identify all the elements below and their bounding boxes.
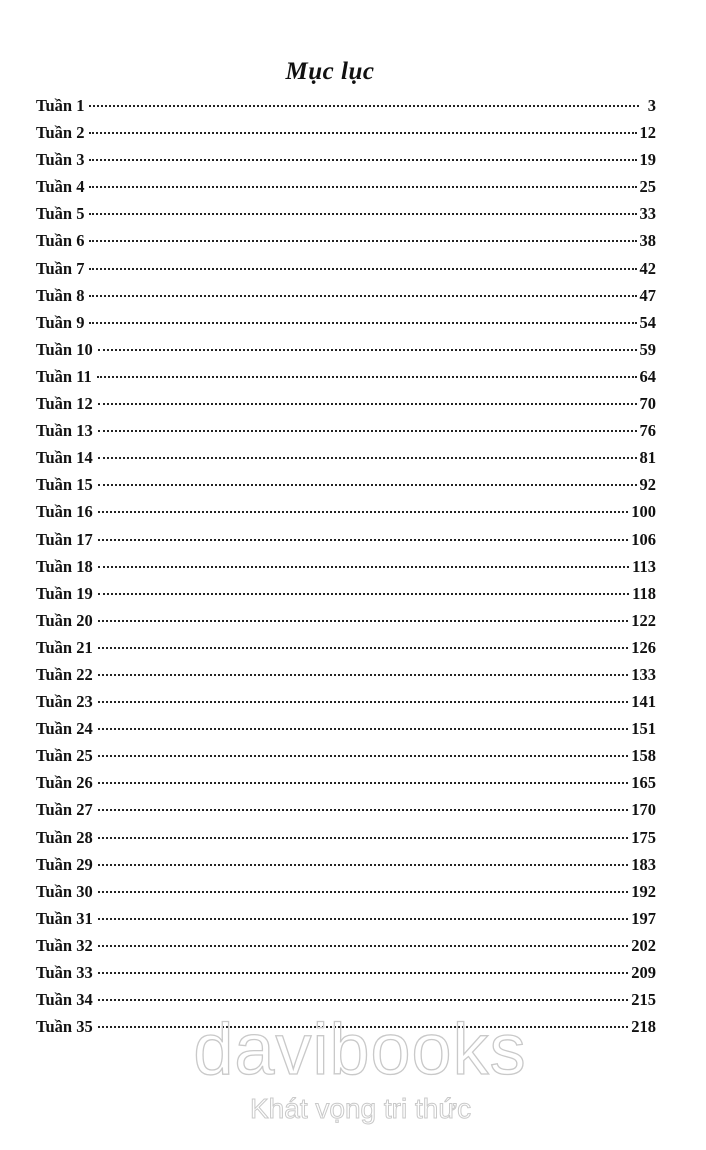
toc-entry-label: Tuần 15 [36,475,93,495]
toc-entry-label: Tuần 24 [36,719,93,739]
toc-dot-leader [89,185,636,188]
toc-dot-leader [98,971,629,974]
watermark [160,1010,560,1126]
toc-dot-leader [98,565,629,568]
toc-entry-label: Tuần 11 [36,366,92,386]
toc-dot-leader [98,727,629,730]
toc-entry [36,742,656,769]
toc-entry [36,444,656,471]
toc-dot-leader [98,998,629,1001]
toc-dot-leader [98,781,629,784]
toc-entry [36,634,656,661]
toc-entry-label: Tuần 34 [36,990,93,1010]
toc-entry-label: Tuần 9 [36,312,85,332]
toc-dot-leader [98,429,637,432]
toc-entry-page: 12 [639,123,656,143]
toc-entry-page: 25 [639,177,656,197]
toc-entry [36,119,656,146]
toc-entry-label: Tuần 22 [36,664,93,684]
toc-entry-label: Tuần 33 [36,963,93,982]
toc-dot-leader [98,673,629,676]
toc-entry [36,688,656,715]
toc-list [36,92,656,1040]
toc-dot-leader [89,158,636,161]
toc-entry-page: 118 [632,583,656,603]
toc-entry [36,661,656,688]
toc-dot-leader [98,700,629,703]
toc-entry-page: 76 [639,421,656,441]
watermark-brand: davibooks [193,1010,527,1090]
toc-dot-leader [98,808,629,811]
toc-entry [36,227,656,254]
toc-entry-page: 151 [631,719,656,739]
toc-dot-leader [98,917,629,920]
toc-entry-label: Tuần 3 [36,150,85,170]
toc-entry-label: Tuần 18 [36,556,93,576]
toc-entry-page: 202 [631,935,656,955]
toc-entry-page: 38 [639,231,656,251]
toc-entry-label: Tuần 10 [36,339,93,359]
toc-entry-label: Tuần 12 [36,394,93,414]
toc-entry [36,607,656,634]
toc-entry [36,200,656,227]
toc-entry-label: Tuần 21 [36,637,93,657]
toc-entry-label: Tuần 35 [36,1017,93,1037]
toc-entry [36,851,656,878]
toc-entry-page: 218 [631,1017,656,1037]
toc-entry-page: 81 [639,448,656,468]
toc-entry-page: 3 [647,96,656,115]
toc-dot-leader [89,239,636,242]
toc-entry [36,769,656,796]
toc-entry-label: Tuần 13 [36,421,93,441]
toc-entry-label: Tuần 23 [36,692,93,712]
toc-entry-page: 122 [631,610,656,630]
toc-entry-label: Tuần 19 [36,583,93,603]
toc-dot-leader [89,131,636,134]
toc-entry [36,905,656,932]
toc-entry [36,363,656,390]
toc-entry [36,390,656,417]
toc-entry-page: 165 [631,773,656,793]
toc-entry [36,824,656,851]
toc-dot-leader [98,483,637,486]
toc-dot-leader [98,836,629,839]
toc-entry-label: Tuần 30 [36,881,93,901]
toc-entry-label: Tuần 14 [36,448,93,468]
toc-entry [36,526,656,553]
toc-dot-leader [98,402,637,405]
toc-dot-leader [98,456,637,459]
toc-entry-label: Tuần 17 [36,529,93,549]
toc-entry [36,796,656,823]
toc-entry-page: 175 [631,827,656,847]
toc-entry-label: Tuần 28 [36,827,93,847]
toc-entry-label: Tuần 32 [36,935,93,955]
toc-dot-leader [98,754,629,757]
toc-entry-label: Tuần 2 [36,123,85,143]
toc-entry [36,580,656,607]
toc-entry-label: Tuần 8 [36,285,85,305]
toc-entry [36,553,656,580]
toc-dot-leader [89,212,636,215]
toc-entry-page: 70 [639,394,656,414]
toc-entry-page: 100 [631,502,656,522]
toc-entry-label: Tuần 7 [36,258,85,278]
toc-entry [36,498,656,525]
toc-entry-page: 192 [631,881,656,901]
toc-entry-page: 33 [639,204,656,224]
toc-entry [36,282,656,309]
toc-dot-leader [98,890,629,893]
toc-entry [36,959,656,986]
toc-entry-page: 113 [632,556,656,576]
watermark-tagline: Khát vọng tri thức [250,1093,472,1124]
toc-entry-page: 54 [639,312,656,332]
toc-entry-page: 64 [639,366,656,386]
toc-entry-page: 209 [631,963,656,982]
toc-entry-label: Tuần 26 [36,773,93,793]
toc-entry [36,878,656,905]
toc-dot-leader [89,267,636,270]
toc-entry [36,146,656,173]
toc-entry-page: 126 [631,637,656,657]
toc-entry-label: Tuần 1 [36,96,85,115]
toc-entry-page: 133 [631,664,656,684]
toc-dot-leader [98,646,629,649]
toc-entry [36,715,656,742]
toc-entry-page: 215 [631,990,656,1010]
toc-entry [36,173,656,200]
toc-entry-label: Tuần 25 [36,746,93,766]
toc-entry [36,336,656,363]
toc-entry-label: Tuần 5 [36,204,85,224]
toc-entry-label: Tuần 16 [36,502,93,522]
toc-entry-page: 47 [639,285,656,305]
toc-entry-page: 106 [631,529,656,549]
toc-entry-page: 197 [631,908,656,928]
toc-title: Mục lục [285,58,375,85]
toc-dot-leader [98,863,629,866]
toc-entry-page: 59 [639,339,656,359]
toc-entry [36,309,656,336]
toc-dot-leader [89,294,636,297]
toc-entry-page: 170 [631,800,656,820]
toc-entry [36,932,656,959]
toc-entry [36,92,656,119]
toc-entry [36,417,656,444]
toc-entry-page: 92 [639,475,656,495]
toc-entry-label: Tuần 4 [36,177,85,197]
toc-entry-label: Tuần 29 [36,854,93,874]
toc-entry-label: Tuần 20 [36,610,93,630]
toc-dot-leader [89,104,639,107]
toc-entry-label: Tuần 6 [36,231,85,251]
toc-dot-leader [98,510,629,513]
toc-entry-page: 19 [639,150,656,170]
toc-entry-page: 42 [639,258,656,278]
toc-entry-page: 183 [631,854,656,874]
toc-dot-leader [98,538,629,541]
toc-entry-page: 158 [631,746,656,766]
toc-dot-leader [98,944,629,947]
toc-entry-label: Tuần 31 [36,908,93,928]
toc-entry [36,471,656,498]
toc-entry-page: 141 [631,692,656,712]
toc-dot-leader [98,619,629,622]
toc-dot-leader [97,375,637,378]
toc-dot-leader [98,348,637,351]
toc-dot-leader [89,321,636,324]
toc-dot-leader [98,592,629,595]
toc-entry [36,255,656,282]
toc-entry-label: Tuần 27 [36,800,93,820]
